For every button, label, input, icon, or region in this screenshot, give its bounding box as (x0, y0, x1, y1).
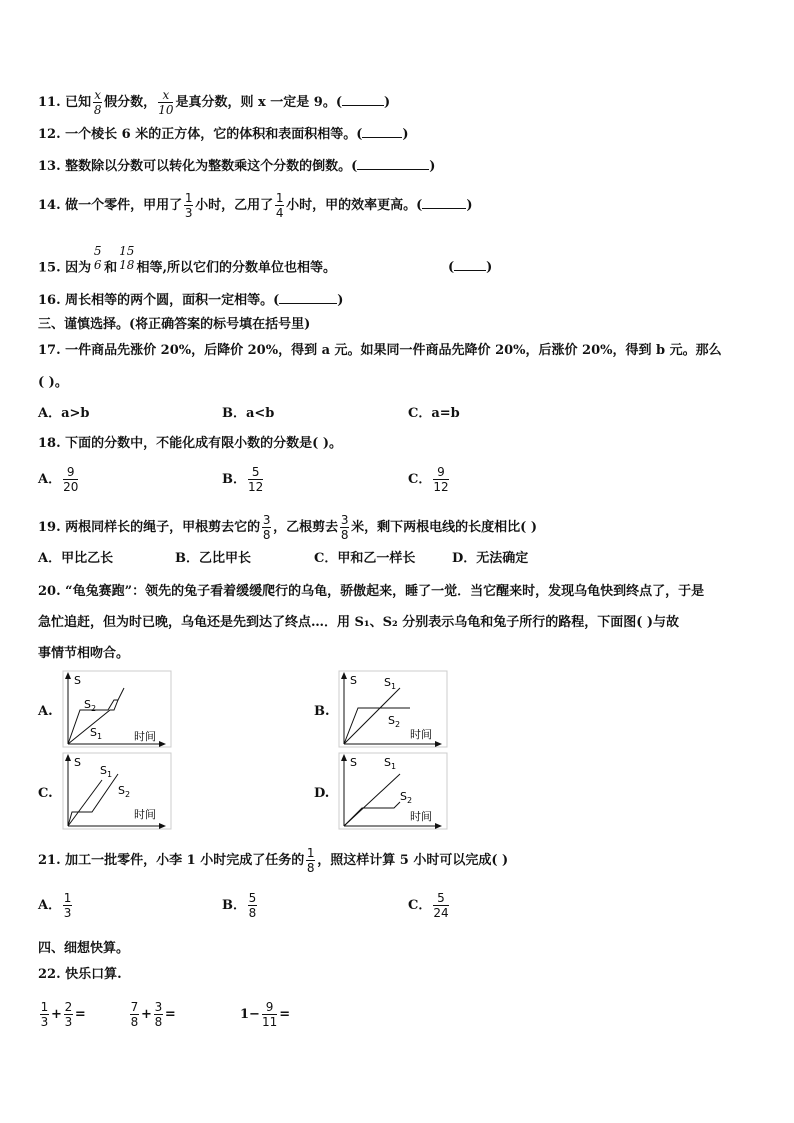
q17-option-b[interactable]: B．a<b (222, 406, 275, 421)
s2-line (68, 774, 118, 826)
q20-option-d[interactable]: D. (314, 786, 330, 801)
graph-b (338, 670, 448, 748)
s1-label: $S_1$ (90, 726, 103, 741)
question-14: 14. 做一个零件，甲用了 $\frac{1}{3}$ 小时，乙用了 $\frac{1}{4}$ 小时，甲的效率更高。( ) (38, 191, 473, 220)
question-20-line2: 急忙追赶，但为时已晚，乌龟还是先到达了终点…．用 S₁、S₂ 分别表示乌龟和兔子所行的路程，下面图( )与故 (38, 615, 680, 630)
s2-line (344, 708, 410, 744)
answer-blank[interactable] (454, 258, 486, 271)
graph-a (62, 670, 172, 748)
fraction: $\frac{3}{8}$ (340, 513, 349, 542)
q18-option-c[interactable]: C． $\frac{9}{12}$ (408, 465, 449, 494)
q21-option-b[interactable]: B． $\frac{5}{8}$ (222, 891, 257, 920)
x-label: 时间 (410, 810, 432, 823)
fraction: $\frac{1}{4}$ (275, 191, 284, 220)
q17-option-a[interactable]: A．a>b (38, 406, 90, 421)
answer-blank[interactable] (422, 196, 466, 209)
y-label: S (350, 674, 357, 687)
question-20: 20. “龟兔赛跑”：领先的兔子看着缓缓爬行的乌龟，骄傲起来，睡了一觉．当它醒来时，发现乌龟快到终点了，于是 (38, 584, 705, 599)
q20-option-c[interactable]: C. (38, 786, 53, 801)
graph-c (62, 752, 172, 830)
graph-d (338, 752, 448, 830)
s2-label: $S_2$ (400, 790, 413, 805)
y-label: S (74, 756, 81, 769)
expr-3: 1− $\frac{9}{11}$ = (240, 1000, 291, 1029)
q20-option-b[interactable]: B. (314, 704, 330, 719)
question-12: 12. 一个棱长 6 米的正方体，它的体积和表面积相等。( ) (38, 127, 409, 142)
answer-blank[interactable] (342, 93, 384, 106)
fraction: $\frac{3}{8}$ (262, 513, 271, 542)
expr-2: $\frac{7}{8}$ + $\frac{3}{8}$ = (130, 1000, 176, 1029)
q17-option-c[interactable]: C．a=b (408, 406, 460, 421)
q21-option-a[interactable]: A． $\frac{1}{3}$ (38, 891, 72, 920)
s1-label: $S_1$ (384, 756, 397, 771)
fraction: $\frac{x}{8}$ (93, 88, 102, 117)
y-label: S (350, 756, 357, 769)
question-19: 19. 两根同样长的绳子，甲根剪去它的 $\frac{3}{8}$ ，乙根剪去 $\frac{3}{8}$ 米，剩下两根电线的长度相比( ) (38, 513, 537, 542)
q15-answer: ( ) (448, 260, 493, 275)
question-20-line3: 事情节相吻合。 (38, 646, 130, 661)
answer-blank[interactable] (357, 157, 429, 170)
s2-label: $S_2$ (118, 784, 131, 799)
question-17-line2: ( )。 (38, 375, 68, 390)
x-label: 时间 (134, 808, 156, 821)
q18-option-b[interactable]: B． $\frac{5}{12}$ (222, 465, 264, 494)
q18-option-a[interactable]: A． $\frac{9}{20}$ (38, 465, 79, 494)
s1-label: $S_1$ (100, 764, 113, 779)
q21-option-c[interactable]: C． $\frac{5}{24}$ (408, 891, 449, 920)
question-22: 22. 快乐口算. (38, 967, 122, 982)
question-17: 17. 一件商品先涨价 20%，后降价 20%，得到 a 元。如果同一件商品先降价 20%，后涨价 20%，得到 b 元。那么 (38, 343, 722, 358)
question-13: 13. 整数除以分数可以转化为整数乘这个分数的倒数。( ) (38, 159, 436, 174)
q19-option-a[interactable]: A．甲比乙长 (38, 551, 114, 566)
expr-1: $\frac{1}{3}$ + $\frac{2}{3}$ = (40, 1000, 86, 1029)
fraction: 15 18 (119, 244, 135, 272)
s2-label: $S_2$ (84, 698, 97, 713)
q19-option-c[interactable]: C．甲和乙一样长 (314, 551, 416, 566)
question-16: 16. 周长相等的两个圆，面积一定相等。( ) (38, 293, 344, 308)
q19-option-d[interactable]: D．无法确定 (452, 551, 529, 566)
s1-label: $S_1$ (384, 676, 397, 691)
fraction: 5 6 (93, 244, 102, 272)
y-label: S (74, 674, 81, 687)
q20-option-a[interactable]: A. (38, 704, 53, 719)
x-label: 时间 (134, 730, 156, 743)
s1-line (68, 780, 102, 826)
answer-blank[interactable] (362, 125, 402, 138)
answer-blank[interactable] (279, 291, 337, 304)
s2-line (344, 802, 400, 826)
question-15: 15. 因为 5 6 和 15 18 相等,所以它们的分数单位也相等。 (38, 244, 336, 276)
q19-option-b[interactable]: B．乙比甲长 (175, 551, 251, 566)
question-11: 11. 已知 $\frac{x}{8}$ 假分数， $\frac{x}{10}$ 是真分数，则 x 一定是 9。( ) (38, 88, 391, 117)
x-label: 时间 (410, 728, 432, 741)
fraction: $\frac{x}{10}$ (158, 88, 174, 117)
fraction: $\frac{1}{8}$ (306, 846, 315, 875)
question-18: 18. 下面的分数中，不能化成有限小数的分数是( )。 (38, 436, 342, 451)
section-3-heading: 三、谨慎选择。(将正确答案的标号填在括号里) (38, 317, 311, 332)
fraction: $\frac{1}{3}$ (184, 191, 193, 220)
q11-number: 11. (38, 95, 61, 110)
section-4-heading: 四、细想快算。 (38, 941, 130, 956)
s2-label: $S_2$ (388, 714, 401, 729)
question-21: 21. 加工一批零件，小李 1 小时完成了任务的 $\frac{1}{8}$ ，照这样计算 5 小时可以完成( ) (38, 846, 509, 875)
